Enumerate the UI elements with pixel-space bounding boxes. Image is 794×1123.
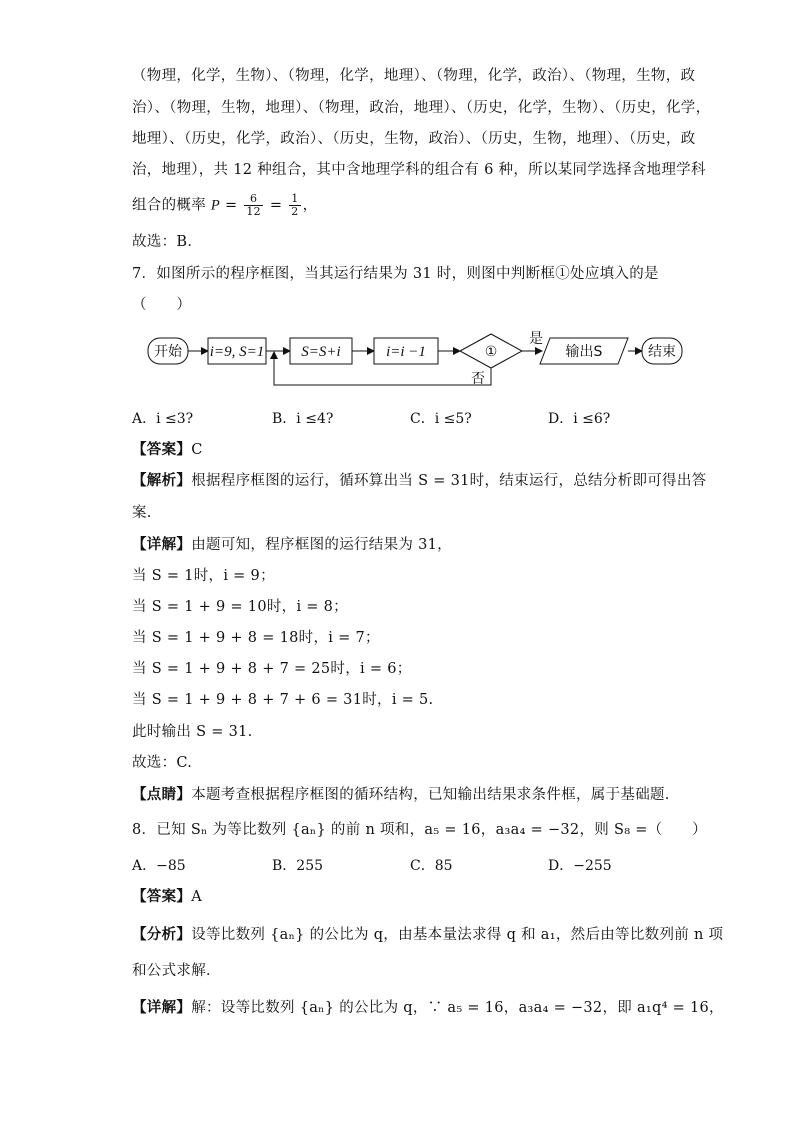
q8-detail: 【详解】解：设等比数列 {aₙ} 的公比为 q，∵ a₅ = 16，a₃a₄ = −32，即 a₁q⁴ = 16， — [132, 999, 724, 1016]
q7-option-d: D．i ≤6? — [548, 411, 611, 427]
probability-line: 组合的概率 P = $\frac{6}{12}$ = $\frac{1}{2}$ ， — [132, 192, 318, 218]
no-label: 否 — [471, 371, 485, 387]
yes-label: 是 — [529, 331, 543, 347]
solution-text-line: 地理）、（历史，化学，政治）、（历史，生物，政治）、（历史，生物，地理）、（历史，政 — [132, 131, 696, 147]
q7-option-a: A．i ≤3? — [132, 411, 194, 427]
q7-option-b: B．i ≤4? — [272, 411, 334, 427]
init-label: i=9, S=1 — [209, 344, 265, 360]
fraction-6-12: $\frac{6}{12}$ — [246, 192, 261, 218]
conclusion-b: 故选：B． — [132, 234, 203, 250]
decrement-label: i=i −1 — [386, 344, 426, 360]
q8-option-a: A．−85 — [132, 858, 186, 874]
q7-output-line: 此时输出 S = 31. — [132, 724, 253, 740]
probability-var: P — [210, 197, 221, 214]
q7-step: 当 S = 1 + 9 + 8 = 18时，i = 7； — [132, 630, 380, 646]
fraction-1-2: $\frac{1}{2}$ — [291, 192, 299, 218]
q7-step: 当 S = 1 + 9 + 8 + 7 + 6 = 31时，i = 5. — [132, 692, 434, 708]
q7-conclusion: 故选：C. — [132, 755, 193, 771]
solution-text-line: （物理，化学，生物）、（物理，化学，地理）、（物理，化学，政治）、（物理，生物，政 — [132, 68, 696, 84]
q7-step: 当 S = 1时，i = 9； — [132, 568, 275, 584]
q7-step: 当 S = 1 + 9 + 8 + 7 = 25时，i = 6； — [132, 661, 412, 677]
decision-label: ① — [484, 344, 498, 360]
solution-text-line: 治，地理），共 12 种组合，其中含地理学科的组合有 6 种，所以某同学选择含地理学科 — [132, 162, 706, 178]
q8-analysis-cont: 和公式求解． — [132, 963, 221, 979]
q7-option-c: C．i ≤5? — [410, 411, 472, 427]
program-flowchart — [140, 325, 700, 395]
q8-option-d: D．−255 — [548, 858, 612, 874]
q7-analysis: 【解析】根据程序框图的运行，循环算出当 S = 31时，结束运行，总结分析即可得出答 — [132, 472, 707, 489]
output-label: 输出S — [565, 344, 603, 360]
q7-blank: （ ） — [132, 297, 192, 313]
q8-option-c: C．85 — [410, 858, 453, 874]
q8-answer: 【答案】A — [132, 888, 202, 905]
solution-text-line: 治）、（物理，生物，地理）、（物理，政治，地理）、（历史，化学，生物）、（历史，化学， — [132, 100, 711, 116]
q8-stem: 8．已知 Sₙ 为等比数列 {aₙ} 的前 n 项和，a₅ = 16，a₃a₄ = −32，则 S₈ =（ ） — [132, 822, 707, 838]
sum-label: S=S+i — [301, 344, 341, 360]
q7-analysis-cont: 案. — [132, 505, 152, 521]
q7-detail: 【详解】由题可知，程序框图的运行结果为 31， — [132, 536, 452, 553]
q8-option-b: B．255 — [272, 858, 324, 874]
q7-answer: 【答案】C — [132, 441, 203, 458]
q8-analysis: 【分析】设等比数列 {aₙ} 的公比为 q，由基本量法求得 q 和 a₁，然后由等比数列前 n 项 — [132, 926, 724, 943]
q7-comment: 【点睛】本题考查根据程序框图的循环结构，已知输出结果求条件框，属于基础题. — [132, 786, 670, 803]
start-label: 开始 — [154, 344, 182, 360]
q7-stem: 7．如图所示的程序框图，当其运行结果为 31 时，则图中判断框①处应填入的是 — [132, 266, 659, 282]
end-label: 结束 — [648, 344, 676, 360]
q7-step: 当 S = 1 + 9 = 10时，i = 8； — [132, 599, 348, 615]
probability-prefix: 组合的概率 — [132, 197, 206, 214]
